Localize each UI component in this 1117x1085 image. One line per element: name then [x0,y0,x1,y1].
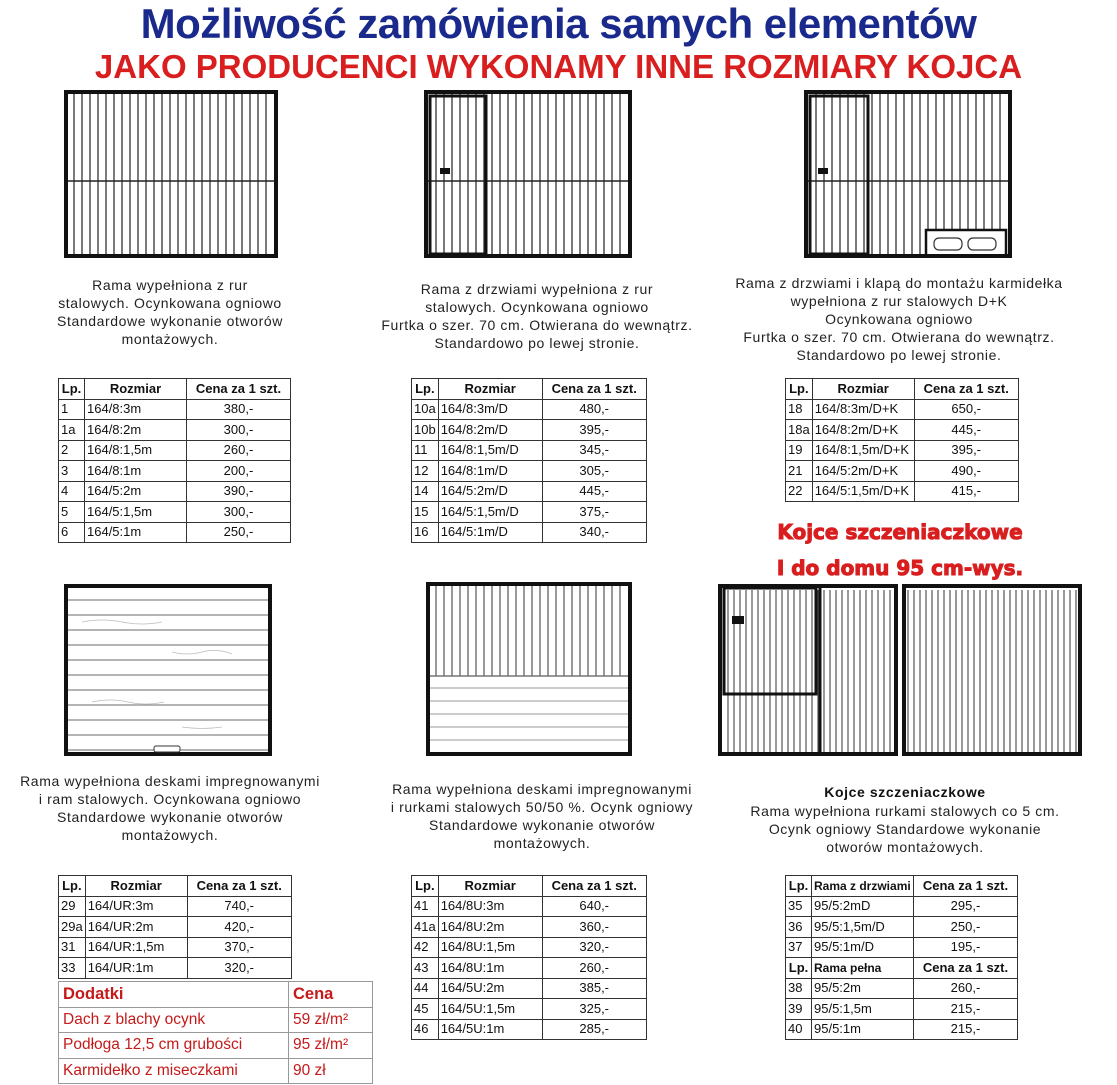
table-row [786,399,1019,420]
desc-line: Furtka o szer. 70 cm. Otwierana do wewnątrz. [743,329,1055,345]
panel-3-description [700,274,1098,364]
table-cell: 37 [786,937,812,958]
desc-line: Standardowo po lewej stronie. [434,335,640,351]
table-cell: 285,- [542,1019,646,1040]
table-cell: 480,- [542,399,646,420]
col-header: Cena za 1 szt. [187,876,291,897]
table-cell: 164/8:3m/D+K [812,399,914,420]
table-cell: 95/5:2m [812,978,914,999]
table-cell: 300,- [187,502,291,523]
table-cell: 300,- [187,420,291,441]
table-cell: 19 [786,440,813,461]
table-cell: 45 [412,999,439,1020]
desc-line: i ram stalowych. Ocynkowana ogniowo [38,791,302,807]
table-row [59,502,291,523]
table-cell: Karmidełko z miseczkami [59,1058,289,1084]
table-cell: 295,- [914,896,1018,917]
table-cell: 164/8:3m/D [438,399,542,420]
table-row [59,1007,373,1033]
table-row [59,440,291,461]
table-cell: 164/5:2m [85,481,187,502]
table-cell: 43 [412,958,439,979]
desc-line: montażowych. [121,827,219,843]
col-header: Cena [289,982,373,1008]
table-row [786,896,1018,917]
desc-line: Ocynk ogniowy Standardowe wykonanie [768,821,1042,837]
col-header: Rozmiar [438,876,542,897]
table-cell: 90 zł [289,1058,373,1084]
table-row [59,481,291,502]
table-cell: 164/8:1m [85,461,187,482]
table-cell: 164/8U:3m [438,896,542,917]
col-header: Lp. [412,379,439,400]
table-cell: 42 [412,937,439,958]
table-row [786,440,1019,461]
table-row [59,958,292,979]
table-cell: 395,- [542,420,646,441]
table-cell: 164/8:1,5m [85,440,187,461]
table-cell: 15 [412,502,439,523]
table-row [59,1058,373,1084]
table-cell: 260,- [914,978,1018,999]
table-header-row [412,876,647,897]
table-cell: 195,- [914,937,1018,958]
table-row [59,896,292,917]
table-cell: 164/5:1m/D [438,522,542,543]
col-header: Cena za 1 szt. [914,379,1018,400]
desc-line: stalowych. Ocynkowana ogniowo [425,299,649,315]
table-cell: 1a [59,420,85,441]
col-header: Cena za 1 szt. [542,379,646,400]
puppy-kennel-drawing [716,582,1086,758]
panel-5-description [362,780,722,852]
col-header: Cena za 1 szt. [914,958,1018,979]
table-cell: 22 [786,481,813,502]
table-cell: 164/UR:3m [85,896,187,917]
table-cell: 39 [786,999,812,1020]
table-row [59,917,292,938]
table-cell: 164/UR:1,5m [85,937,187,958]
kojce-subtitle: Kojce szczeniaczkowe [824,784,986,800]
table-cell: 340,- [542,522,646,543]
table-cell: 375,- [542,502,646,523]
table-row [59,399,291,420]
kojce-banner-line-2: I do domu 95 cm-wys. [776,556,1024,580]
table-cell: 95/5:1,5m/D [812,917,914,938]
table-row [786,937,1018,958]
table-cell: Podłoga 12,5 cm grubości [59,1033,289,1059]
table-cell: 420,- [187,917,291,938]
col-header: Lp. [786,876,812,897]
table-cell: 740,- [187,896,291,917]
desc-line: Standardowo po lewej stronie. [796,347,1002,363]
table-cell: 164/8:1,5m/D [438,440,542,461]
table-row [412,999,647,1020]
table-row [786,461,1019,482]
table-row [412,1019,647,1040]
table-cell: 16 [412,522,439,543]
desc-line: Ocynkowana ogniowo [825,311,973,327]
panel-1-description [10,276,330,348]
table-cell: 164/5:1,5m/D+K [812,481,914,502]
table-cell: 260,- [542,958,646,979]
table-cell: 164/5:2m/D+K [812,461,914,482]
desc-line: i rurkami stalowych 50/50 %. Ocynk ogniowy [390,799,694,815]
table-row [412,420,647,441]
table-cell: 95 zł/m² [289,1033,373,1059]
table-header-row [786,876,1018,897]
table-cell: 164/8:2m/D [438,420,542,441]
table-cell: 164/5:1m [85,522,187,543]
col-header: Lp. [59,876,86,897]
table-cell: 95/5:1m/D [812,937,914,958]
table-cell: 4 [59,481,85,502]
table-cell: 164/UR:1m [85,958,187,979]
table-cell: 6 [59,522,85,543]
col-header: Cena za 1 szt. [187,379,291,400]
table-cell: 164/8U:1,5m [438,937,542,958]
table-cell: 3 [59,461,85,482]
col-header: Rozmiar [85,876,187,897]
desc-line: wypełniona z rur stalowych D+K [790,293,1008,309]
addons-table [58,981,373,1084]
table-cell: 200,- [187,461,291,482]
desc-line: stalowych. Ocynkowana ogniowo [58,295,282,311]
col-header: Lp. [412,876,439,897]
table-cell: 10a [412,399,439,420]
table-cell: 95/5:1m [812,1019,914,1040]
col-header: Rozmiar [438,379,542,400]
kojce-description [720,802,1090,856]
page-subtitle: JAKO PRODUCENCI WYKONAMY INNE ROZMIARY KOJCA [94,48,1023,85]
table-row [59,461,291,482]
table-cell: 18a [786,420,813,441]
desc-line: Standardowe wykonanie otworów [57,313,283,329]
col-header: Lp. [786,379,813,400]
table-cell: Dach z blachy ocynk [59,1007,289,1033]
table-cell: 164/8:1m/D [438,461,542,482]
table-cell: 305,- [542,461,646,482]
table-cell: 164/8:2m [85,420,187,441]
col-header: Dodatki [59,982,289,1008]
table-cell: 10b [412,420,439,441]
panel-door-feeder-drawing [802,88,1014,260]
table-cell: 164/5U:1m [438,1019,542,1040]
table-row [412,440,647,461]
table-cell: 445,- [914,420,1018,441]
page-title: Możliwość zamówienia samych elementów [140,0,977,47]
table-header-row [786,958,1018,979]
col-header: Rama z drzwiami [812,876,914,897]
price-table-2 [411,378,647,543]
table-header-row [786,379,1019,400]
table-cell: 35 [786,896,812,917]
table-cell: 250,- [914,917,1018,938]
table-header-row [59,876,292,897]
desc-line: Rama wypełniona z rur [92,277,248,293]
table-cell: 2 [59,440,85,461]
table-row [786,420,1019,441]
col-header: Lp. [786,958,812,979]
desc-line: montażowych. [493,835,591,851]
panel-half-boards-drawing [424,580,634,758]
table-cell: 95/5:2mD [812,896,914,917]
desc-line: Rama wypełniona deskami impregnowanymi [392,781,692,797]
table-cell: 36 [786,917,812,938]
table-cell: 390,- [187,481,291,502]
table-row [412,917,647,938]
table-row [412,958,647,979]
table-cell: 14 [412,481,439,502]
panel-tubes-drawing [62,88,280,260]
desc-line: otworów montażowych. [826,839,984,855]
table-row [786,978,1018,999]
desc-line: Rama wypełniona deskami impregnowanymi [20,773,320,789]
table-cell: 21 [786,461,813,482]
panel-door-drawing [422,88,634,260]
desc-line: Furtka o szer. 70 cm. Otwierana do wewnątrz. [381,317,693,333]
table-row [59,1033,373,1059]
table-cell: 164/UR:2m [85,917,187,938]
table-cell: 640,- [542,896,646,917]
table-row [412,502,647,523]
table-row [786,999,1018,1020]
table-cell: 260,- [187,440,291,461]
table-cell: 41 [412,896,439,917]
col-header: Rozmiar [812,379,914,400]
desc-line: montażowych. [121,331,219,347]
table-cell: 29a [59,917,86,938]
desc-line: Rama wypełniona rurkami stalowych co 5 cm. [750,803,1060,819]
col-header: Lp. [59,379,85,400]
price-table-3 [785,378,1019,502]
table-cell: 18 [786,399,813,420]
table-cell: 95/5:1,5m [812,999,914,1020]
table-cell: 325,- [542,999,646,1020]
table-cell: 164/5:1,5m/D [438,502,542,523]
table-row [412,481,647,502]
table-header-row [59,982,373,1008]
table-cell: 11 [412,440,439,461]
desc-line: Rama z drzwiami wypełniona z rur [420,281,654,297]
panel-2-description [352,280,722,352]
table-cell: 320,- [187,958,291,979]
desc-line: Standardowe wykonanie otworów [429,817,655,833]
table-row [412,978,647,999]
table-cell: 385,- [542,978,646,999]
price-table-5 [411,875,647,1040]
table-header-row [59,379,291,400]
price-table-kojce [785,875,1018,1040]
table-row [412,896,647,917]
table-cell: 12 [412,461,439,482]
table-cell: 38 [786,978,812,999]
table-header-row [412,379,647,400]
panel-boards-drawing [62,582,274,758]
desc-line: Rama z drzwiami i klapą do montażu karmidełka [735,275,1063,291]
table-cell: 164/8U:2m [438,917,542,938]
table-row [786,1019,1018,1040]
panel-4-description [0,772,340,844]
table-cell: 360,- [542,917,646,938]
kojce-banner-line-1: Kojce szczeniaczkowe [777,520,1023,544]
table-cell: 320,- [542,937,646,958]
table-cell: 345,- [542,440,646,461]
desc-line: Standardowe wykonanie otworów [57,809,283,825]
table-cell: 164/5U:2m [438,978,542,999]
table-cell: 33 [59,958,86,979]
table-row [412,937,647,958]
table-cell: 164/8U:1m [438,958,542,979]
table-row [59,420,291,441]
table-cell: 40 [786,1019,812,1040]
col-header: Rama pełna [812,958,914,979]
table-cell: 41a [412,917,439,938]
price-table-1 [58,378,291,543]
table-cell: 215,- [914,1019,1018,1040]
table-cell: 164/8:2m/D+K [812,420,914,441]
table-cell: 650,- [914,399,1018,420]
table-row [59,937,292,958]
table-cell: 164/8:1,5m/D+K [812,440,914,461]
table-row [412,399,647,420]
table-cell: 415,- [914,481,1018,502]
table-row [59,522,291,543]
col-header: Cena za 1 szt. [542,876,646,897]
table-row [786,917,1018,938]
table-cell: 31 [59,937,86,958]
table-cell: 1 [59,399,85,420]
table-cell: 164/5U:1,5m [438,999,542,1020]
table-cell: 395,- [914,440,1018,461]
table-cell: 164/5:1,5m [85,502,187,523]
table-cell: 46 [412,1019,439,1040]
table-cell: 380,- [187,399,291,420]
table-cell: 164/8:3m [85,399,187,420]
table-row [786,481,1019,502]
table-row [412,461,647,482]
table-cell: 250,- [187,522,291,543]
table-cell: 5 [59,502,85,523]
table-cell: 445,- [542,481,646,502]
table-cell: 29 [59,896,86,917]
table-cell: 490,- [914,461,1018,482]
col-header: Rozmiar [85,379,187,400]
table-cell: 44 [412,978,439,999]
table-cell: 215,- [914,999,1018,1020]
table-cell: 164/5:2m/D [438,481,542,502]
col-header: Cena za 1 szt. [914,876,1018,897]
table-row [412,522,647,543]
table-cell: 370,- [187,937,291,958]
price-table-4 [58,875,292,979]
table-cell: 59 zł/m² [289,1007,373,1033]
